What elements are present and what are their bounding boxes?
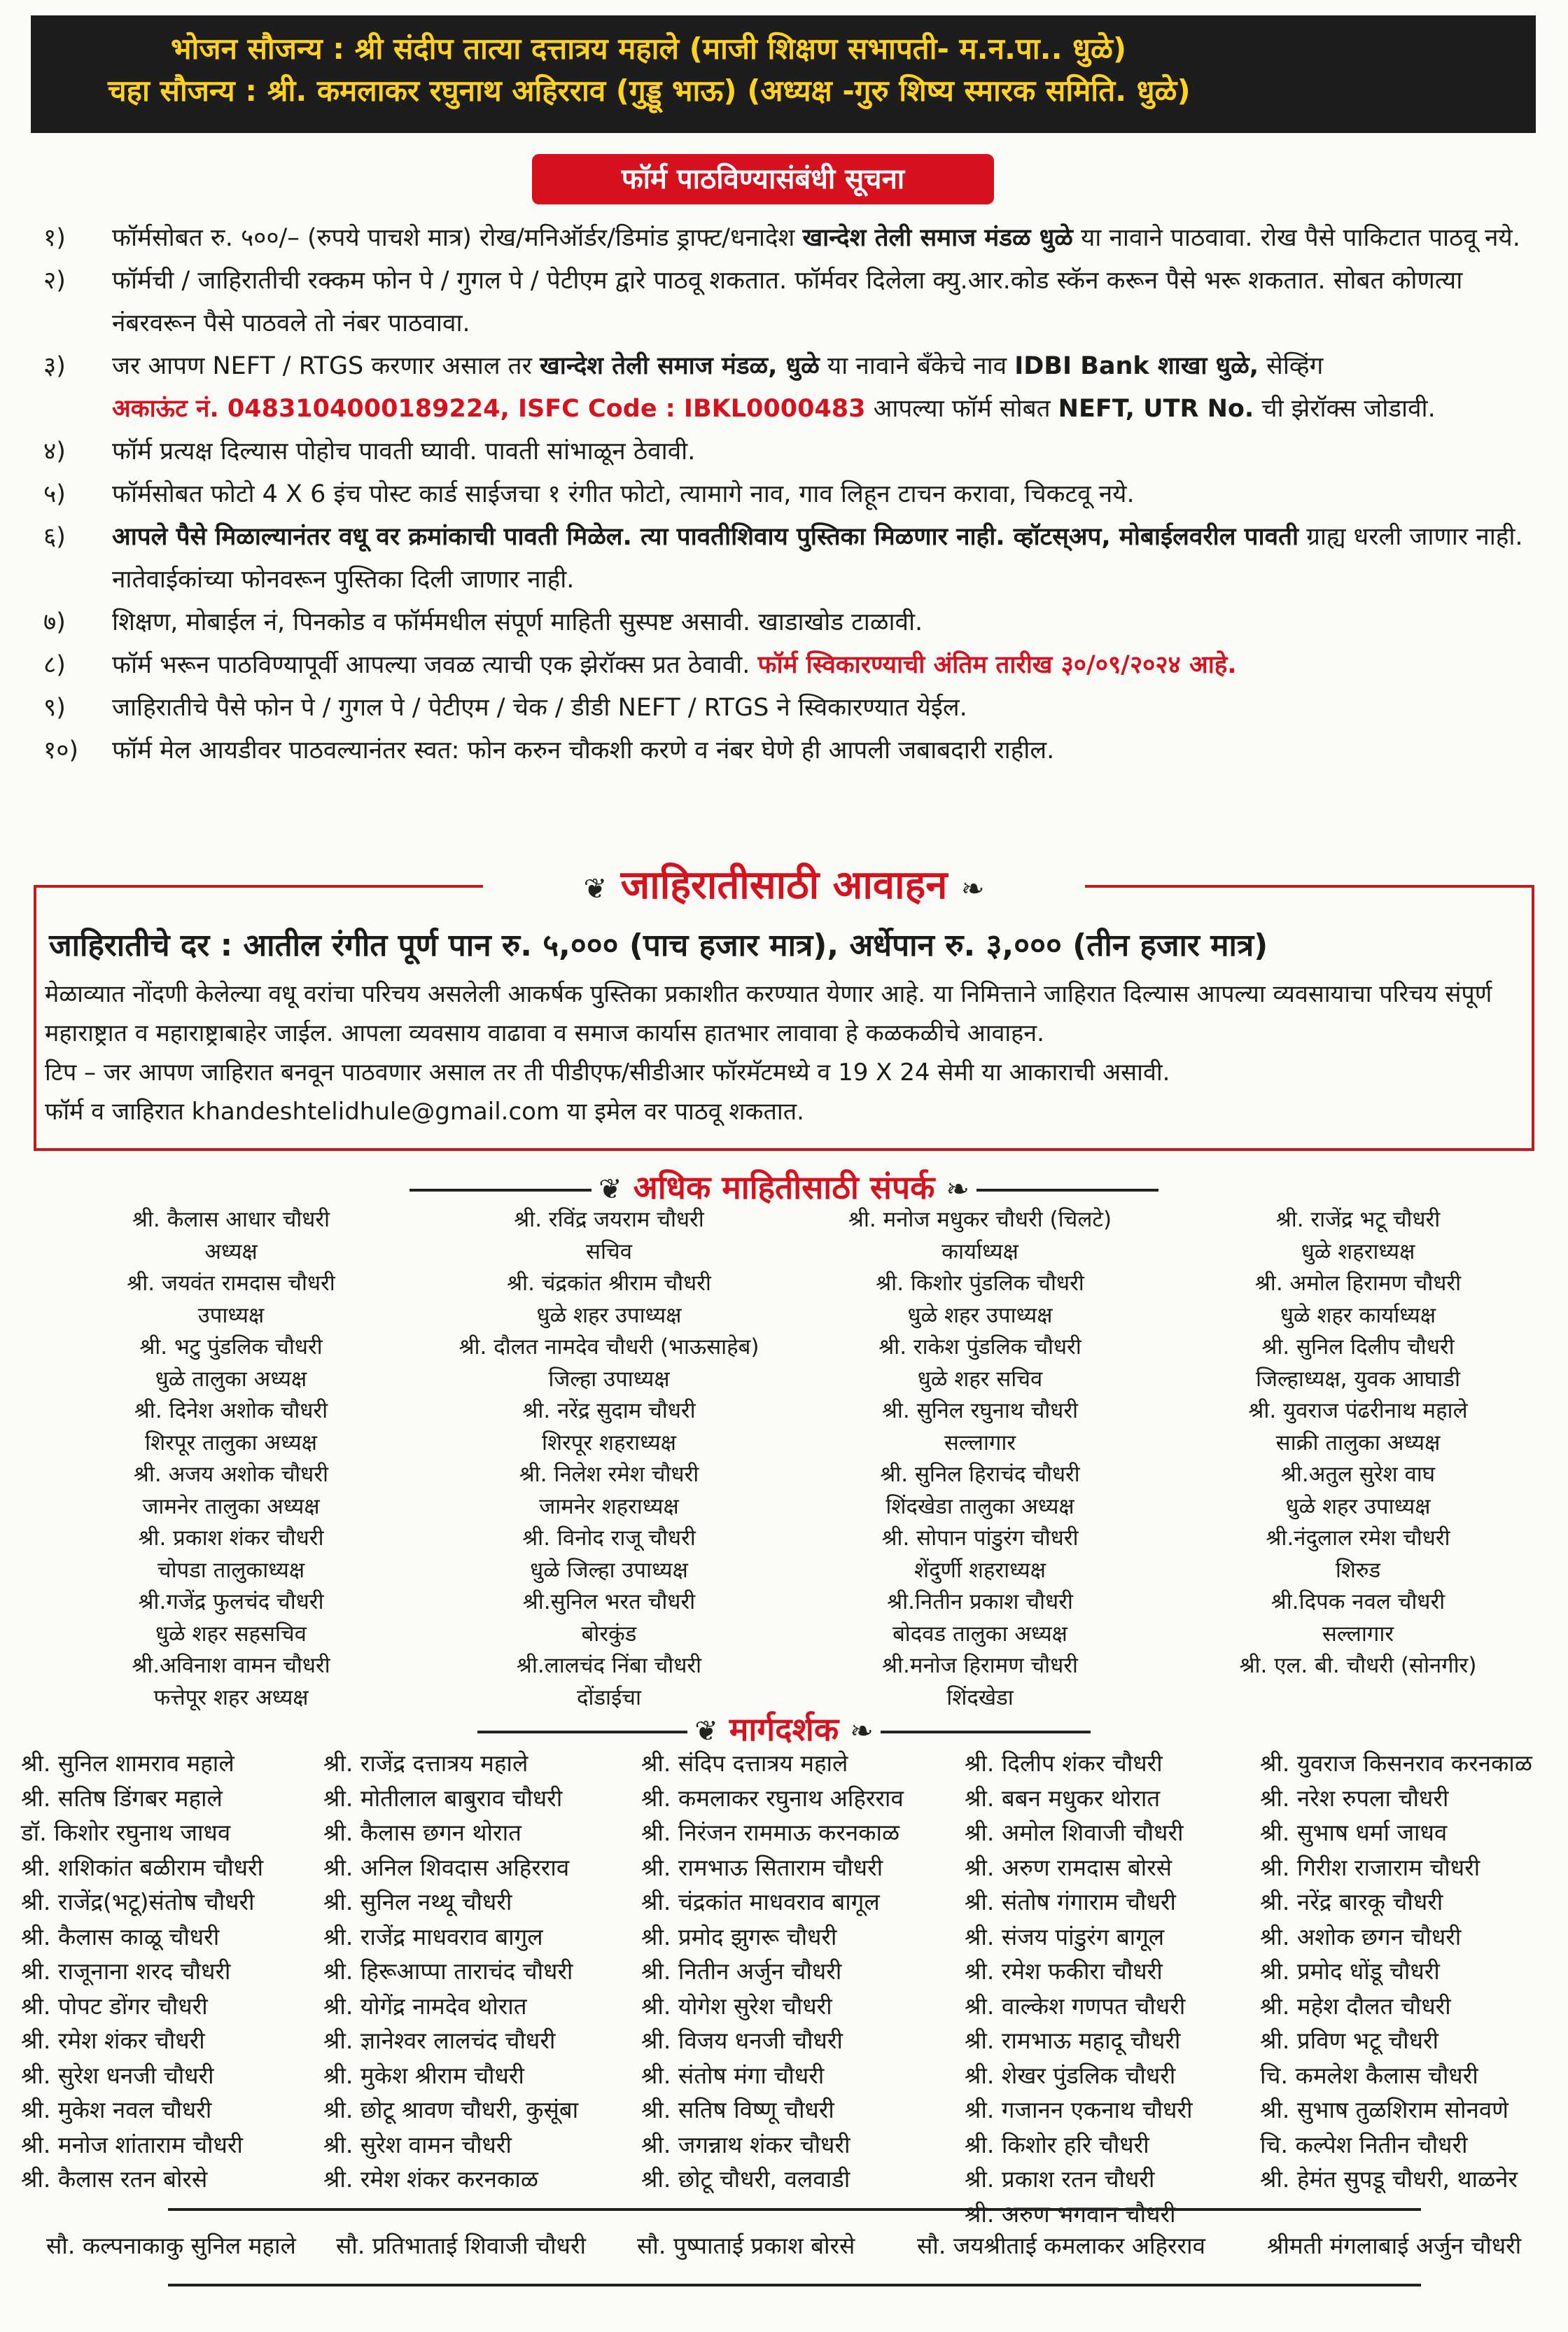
contact-role: साक्री तालुका अध्यक्ष — [1275, 1430, 1441, 1455]
instruction-item — [35, 729, 1540, 772]
contact-name: श्री. चंद्रकांत श्रीराम चौधरी — [507, 1271, 711, 1296]
guide-name: श्री. नरेश रुपला चौधरी — [1260, 1784, 1449, 1812]
ornament-icon: ❦ — [598, 1173, 622, 1206]
contact-name: श्री. युवराज पंढरीनाथ महाले — [1248, 1398, 1468, 1423]
contact-role: सल्लागार — [944, 1430, 1016, 1455]
contact-name: श्री. अजय अशोक चौधरी — [133, 1462, 329, 1487]
guide-name: श्री. नरेंद्र बारकू चौधरी — [1260, 1888, 1443, 1915]
guide-name: श्री. सुरेश धनजी चौधरी — [21, 2061, 214, 2089]
contact-name: श्री. भटु पुंडलिक चौधरी — [139, 1334, 323, 1360]
contact-name: श्री.मनोज हिरामण चौधरी — [882, 1653, 1078, 1678]
guide-name: श्री. रमेश शंकर करनकाळ — [323, 2165, 538, 2193]
guide-name: श्री. मुकेश श्रीराम चौधरी — [323, 2061, 524, 2089]
divider — [168, 2208, 1421, 2211]
contact-name: श्री. मनोज मधुकर चौधरी (चिलटे) — [848, 1207, 1112, 1232]
contact-role: बोरकुंड — [581, 1621, 637, 1647]
contact-name: श्री. राजेंद्र भटू चौधरी — [1275, 1207, 1441, 1232]
item-number: १) — [43, 224, 66, 252]
ornament-icon: ❧ — [960, 873, 985, 905]
contact-role: धुळे शहर उपाध्यक्ष — [1285, 1493, 1431, 1519]
contact-role: अध्यक्ष — [204, 1238, 258, 1264]
guide-name: श्री. रमेश फकीरा चौधरी — [965, 1957, 1163, 1985]
guide-name: श्री. कमलाकर रघुनाथ अहिरराव — [641, 1784, 904, 1812]
item-text: जर आपण NEFT / RTGS करणार असाल तर खान्देश तेली समाज मंडळ, धुळे या नावाने बँकेचे नाव IDBI Bank शाखा धुळे, सेव्हिंग अकाऊंट नं. 0483104000189224, ISFC Code : IBKL0000483 आपल्या फॉर्म सोबत NEFT, UTR No. ची झेरॉक्स जोडावी. — [112, 352, 1436, 423]
advertisement-paragraph: मेळाव्यात नोंदणी केलेल्या वधू वरांचा परिचय असलेली आकर्षक पुस्तिका प्रकाशीत करण्यात येणार आहे. या निमित्ताने जाहिरात दिल्यास आपल्या व्यवसायाचा परिचय संपूर्ण महाराष्ट्रात व महाराष्ट्राबाहेर जाईल. आपला व्यवसाय वाढावा व समाज कार्यास हातभार लावावा हे कळकळीचे आवाहन. — [45, 980, 1492, 1047]
sponsor-banner — [31, 15, 1536, 133]
contact-name: श्री.दिपक नवल चौधरी — [1270, 1589, 1446, 1614]
contact-role: शिरुड — [1335, 1557, 1381, 1583]
guide-name: श्री. राजेंद्र(भटू)संतोष चौधरी — [21, 1888, 255, 1915]
guide-name: श्री. हिरूआप्पा ताराचंद चौधरी — [323, 1957, 573, 1985]
wife-name: सौ. जयश्रीताई कमलाकर अहिरराव — [917, 2232, 1205, 2259]
contact-name: श्री.नंदुलाल रमेश चौधरी — [1266, 1525, 1450, 1551]
instruction-item — [35, 687, 1540, 729]
contacts-grid — [28, 1204, 1540, 1715]
bank-account-details: अकाऊंट नं. 0483104000189224, ISFC Code : IBKL0000483 — [112, 395, 866, 423]
contact-name: श्री. अमोल हिरामण चौधरी — [1254, 1271, 1462, 1296]
wife-name: श्रीमती मंगलाबाई अर्जुन चौधरी — [1267, 2232, 1522, 2259]
guide-name: श्री. मुकेश नवल चौधरी — [21, 2096, 212, 2123]
contact-name: श्री. प्रकाश शंकर चौधरी — [138, 1525, 324, 1551]
contact-role: शेंदुर्णी शहराध्यक्ष — [914, 1557, 1046, 1583]
instruction-item — [35, 601, 1540, 644]
contact-role: सल्लागार — [1322, 1621, 1394, 1647]
contact-role: जामनेर शहराध्यक्ष — [539, 1493, 679, 1519]
guide-name: श्री. अनिल शिवदास अहिरराव — [323, 1853, 570, 1881]
item-number: ६) — [43, 523, 66, 551]
tea-sponsor-label: चहा सौजन्य : — [108, 74, 258, 108]
contact-name: श्री. विनोद राजू चौधरी — [522, 1525, 696, 1551]
guide-name: श्री. ज्ञानेश्वर लालचंद चौधरी — [323, 2027, 556, 2054]
guide-name: श्री. सतिष डिंगबर महाले — [21, 1784, 223, 1812]
contact-role: धुळे शहर सचिव — [917, 1366, 1043, 1392]
guides-column — [21, 1746, 263, 2197]
guide-name: श्री. संतोष गंगाराम चौधरी — [965, 1888, 1176, 1915]
contact-role: दोंडाईचा — [576, 1684, 642, 1710]
meal-sponsor-line — [171, 28, 1515, 70]
advertisement-title — [483, 863, 1085, 909]
contact-role: जामनेर तालुका अध्यक्ष — [142, 1493, 320, 1519]
item-number: ९) — [43, 694, 66, 722]
guide-name: श्री. कैलास काळू चौधरी — [21, 1922, 220, 1950]
guide-name: श्री. रमेश शंकर चौधरी — [21, 2027, 205, 2054]
guide-name: श्री. योगेंद्र नामदेव थोरात — [323, 1992, 527, 2020]
contact-name: श्री.लालचंद निंबा चौधरी — [516, 1653, 702, 1678]
item-text: फॉर्म प्रत्यक्ष दिल्यास पोहोच पावती घ्यावी. पावती सांभाळून ठेवावी. — [112, 438, 696, 466]
contact-role: चोपडा तालुकाध्यक्ष — [157, 1557, 305, 1583]
guide-name: श्री. शशिकांत बळीराम चौधरी — [21, 1853, 264, 1881]
contacts-heading — [364, 1165, 1204, 1208]
wife-name: सौ. कल्पनाकाकु सुनिल महाले — [46, 2232, 296, 2259]
item-text: जाहिरातीचे पैसे फोन पे / गुगल पे / पेटीएम / चेक / डीडी NEFT / RTGS ने स्विकारण्यात येईल. — [112, 694, 967, 722]
item-number: ७) — [43, 608, 66, 636]
guide-name: श्री. राजेंद्र दत्तात्रय महाले — [323, 1750, 528, 1777]
contact-name: श्री. कैलास आधार चौधरी — [132, 1207, 330, 1232]
guide-name: श्री. प्रमोद धोंडू चौधरी — [1260, 1957, 1440, 1985]
contact-role: शिरपूर तालुका अध्यक्ष — [145, 1430, 317, 1455]
contacts-column — [798, 1204, 1162, 1714]
guide-name: श्री. चंद्रकांत माधवराव बागूल — [641, 1888, 880, 1915]
item-text: फॉर्मसोबत फोटो 4 X 6 इंच पोस्ट कार्ड साईजचा १ रंगीत फोटो, त्यामागे नाव, गाव लिहून टाचन करावा, चिकटवू नये. — [112, 480, 1135, 508]
guide-name: श्री. सतिष विष्णू चौधरी — [641, 2096, 834, 2123]
meal-sponsor-name: श्री संदीप तात्या दत्तात्रय महाले (माजी शिक्षण सभापती- म.न.पा.. धुळे) — [354, 32, 1127, 66]
guide-name: श्री. अमोल शिवाजी चौधरी — [965, 1819, 1184, 1846]
contact-name: श्री.नितीन प्रकाश चौधरी — [887, 1589, 1073, 1614]
contacts-column — [427, 1204, 791, 1714]
guides-column — [323, 1746, 578, 2197]
instruction-item — [35, 644, 1540, 687]
guide-name: श्री. युवराज किसनराव करनकाळ — [1260, 1750, 1532, 1777]
guide-name: श्री. सुनिल नथ्थू चौधरी — [323, 1888, 512, 1915]
guide-name: श्री. रामभाऊ सिताराम चौधरी — [641, 1853, 883, 1881]
contact-name: श्री.सुनिल भरत चौधरी — [522, 1589, 696, 1614]
guide-name: श्री. हेमंत सुपडू चौधरी, थाळनेर — [1260, 2165, 1518, 2193]
contact-name: श्री. दिनेश अशोक चौधरी — [134, 1398, 328, 1423]
guide-name: श्री. अरुण रामदास बोरसे — [965, 1853, 1172, 1881]
contact-role: शिंदखेडा — [946, 1684, 1014, 1710]
contact-role: धुळे जिल्हा उपाध्यक्ष — [530, 1557, 688, 1583]
guides-column — [641, 1746, 904, 2197]
guide-name: श्री. सुभाष धर्मा जाधव — [1260, 1819, 1448, 1846]
item-text: फॉर्मची / जाहिरातीची रक्कम फोन पे / गुगल पे / पेटीएम द्वारे पाठवू शकतात. फॉर्मवर दिलेला क्यु.आर.कोड स्कॅन करून पैसे भरू शकतात. सोबत कोणत्या नंबरवरून पैसे पाठवले तो नंबर पाठवावा. — [112, 267, 1463, 337]
contact-role: धुळे शहर उपाध्यक्ष — [907, 1302, 1053, 1328]
ornament-icon: ❦ — [694, 1715, 718, 1747]
contact-role: फत्तेपूर शहर अध्यक्ष — [153, 1684, 309, 1710]
guide-name: श्री. अशोक छगन चौधरी — [1260, 1922, 1462, 1950]
guide-name: श्री. महेश दौलत चौधरी — [1260, 1992, 1451, 2020]
advertisement-title-text: जाहिरातीसाठी आवाहन — [620, 863, 948, 908]
contact-name: श्री. सुनिल हिराचंद चौधरी — [880, 1462, 1080, 1487]
instruction-item — [35, 516, 1540, 601]
contact-name: श्री. निलेश रमेश चौधरी — [519, 1462, 699, 1487]
contact-role: धुळे शहराध्यक्ष — [1301, 1238, 1415, 1264]
contact-role: सचिव — [586, 1238, 632, 1264]
instruction-item — [35, 217, 1540, 260]
guide-name: श्री. पोपट डोंगर चौधरी — [21, 1992, 208, 2020]
ornament-icon: ❧ — [946, 1173, 969, 1206]
guide-name: श्री. सुरेश वामन चौधरी — [323, 2130, 512, 2158]
guide-name: श्री. योगेश सुरेश चौधरी — [641, 1992, 832, 2020]
item-number: ३) — [43, 352, 66, 380]
guide-name: श्री. शेखर पुंडलिक चौधरी — [965, 2061, 1176, 2089]
guide-name: श्री. प्रमोद झुगरू चौधरी — [641, 1922, 837, 1950]
guide-name: श्री. निरंजन राममाऊ करनकाळ — [641, 1819, 900, 1846]
item-text: शिक्षण, मोबाईल नं, पिनकोड व फॉर्ममधील संपूर्ण माहिती सुस्पष्ट असावी. खाडाखोड टाळावी. — [112, 608, 923, 636]
contact-name: श्री. जयवंत रामदास चौधरी — [127, 1271, 335, 1296]
contacts-column — [49, 1204, 413, 1714]
advertisement-text — [45, 975, 1522, 1131]
guide-name: श्री. प्रकाश रतन चौधरी — [965, 2165, 1155, 2193]
guides-column — [965, 1746, 1193, 2231]
guide-name: श्री. विजय धनजी चौधरी — [641, 2027, 843, 2054]
item-number: ५) — [43, 480, 66, 508]
tea-sponsor-line — [108, 70, 1515, 112]
guide-name: श्री. राजूनाना शरद चौधरी — [21, 1957, 231, 1985]
contacts-title: अधिक माहितीसाठी संपर्क — [633, 1168, 935, 1206]
contact-name: श्री. सुनिल रघुनाथ चौधरी — [881, 1398, 1079, 1423]
contact-name: श्री. नरेंद्र सुदाम चौधरी — [522, 1398, 696, 1423]
contact-role: उपाध्यक्ष — [197, 1302, 265, 1328]
contact-name: श्री. एल. बी. चौधरी (सोनगीर) — [1239, 1653, 1477, 1678]
ornament-icon: ❦ — [583, 873, 608, 905]
contact-name: श्री. सुनिल दिलीप चौधरी — [1261, 1334, 1455, 1360]
wife-name: सौ. प्रतिभाताई शिवाजी चौधरी — [336, 2232, 587, 2259]
guide-name: श्री. सुभाष तुळशिराम सोनवणे — [1260, 2096, 1509, 2123]
guides-heading — [434, 1707, 1134, 1750]
contact-role: शिंदखेडा तालुका अध्यक्ष — [886, 1493, 1074, 1519]
guides-title: मार्गदर्शक — [729, 1710, 839, 1748]
contact-role: धुळे शहर उपाध्यक्ष — [536, 1302, 682, 1328]
contact-name: श्री. राकेश पुंडलिक चौधरी — [878, 1334, 1082, 1360]
guide-name: चि. कमलेश कैलास चौधरी — [1260, 2061, 1478, 2089]
guide-name: श्री. वाल्केश गणपत चौधरी — [965, 1992, 1186, 2020]
guide-name: चि. कल्पेश नितीन चौधरी — [1260, 2130, 1468, 2158]
wife-name: सौ. पुष्पाताई प्रकाश बोरसे — [637, 2232, 855, 2259]
item-number: २) — [43, 267, 66, 295]
advertisement-rates: जाहिरातीचे दर : आतील रंगीत पूर्ण पान रु. ५,००० (पाच हजार मात्र), अर्धेपान रु. ३,००० (तीन हजार मात्र) — [49, 928, 1268, 963]
instruction-item — [35, 345, 1540, 431]
guide-name: श्री. गजानन एकनाथ चौधरी — [965, 2096, 1193, 2123]
guide-name: श्री. छोटू चौधरी, वलवाडी — [641, 2165, 850, 2193]
contact-role: धुळे शहर कार्याध्यक्ष — [1280, 1302, 1436, 1328]
wives-row — [28, 2229, 1554, 2264]
guide-name: श्री. सुनिल शामराव महाले — [21, 1750, 234, 1777]
guide-name: श्री. संदिप दत्तात्रय महाले — [641, 1750, 848, 1777]
contact-name: श्री. सोपान पांडुरंग चौधरी — [881, 1525, 1079, 1551]
ornament-icon: ❧ — [850, 1715, 874, 1747]
contact-name: श्री. किशोर पुंडलिक चौधरी — [876, 1271, 1084, 1296]
item-text: आपले पैसे मिळाल्यानंतर वधू वर क्रमांकाची पावती मिळेल. त्या पावतीशिवाय पुस्तिका मिळणार नाही. व्हॉटस्अप, मोबाईलवरील पावती ग्राह्य धरली जाणार नाही. नातेवाईकांच्या फोनवरून पुस्तिका दिली जाणार नाही. — [112, 523, 1523, 594]
advertisement-note: टिप – जर आपण जाहिरात बनवून पाठवणार असाल तर ती पीडीएफ/सीडीआर फॉरमॅटमध्ये व 19 X 24 सेमी या आकाराची असावी. — [45, 1059, 1170, 1087]
guide-name: डॉ. किशोर रघुनाथ जाधव — [21, 1819, 231, 1846]
guide-name: श्री. मनोज शांताराम चौधरी — [21, 2130, 243, 2158]
contact-role: जिल्हा उपाध्यक्ष — [548, 1366, 670, 1392]
contact-role: धुळे शहर सहसचिव — [155, 1621, 307, 1647]
guide-name: श्री. नितीन अर्जुन चौधरी — [641, 1957, 842, 1985]
instructions-heading: फॉर्म पाठविण्यासंबंधी सूचना — [532, 154, 994, 204]
guide-name: श्री. प्रविण भटू चौधरी — [1260, 2027, 1439, 2054]
guide-name: श्री. कैलास रतन बोरसे — [21, 2165, 208, 2193]
guides-column — [1260, 1746, 1532, 2197]
contact-name: श्री.गजेंद्र फुलचंद चौधरी — [138, 1589, 324, 1614]
guide-name: श्री. बबन मधुकर थोरात — [965, 1784, 1161, 1812]
meal-sponsor-label: भोजन सौजन्य : — [171, 32, 345, 66]
guide-name: श्री. अरुण भगवान चौधरी — [965, 2200, 1176, 2228]
guide-name: श्री. जगन्नाथ शंकर चौधरी — [641, 2130, 850, 2158]
contact-role: बोदवड तालुका अध्यक्ष — [892, 1621, 1068, 1647]
contacts-column — [1176, 1204, 1540, 1682]
tea-sponsor-name: श्री. कमलाकर रघुनाथ अहिरराव (गुड्डू भाऊ) (अध्यक्ष -गुरु शिष्य स्मारक समिति. धुळे) — [267, 74, 1191, 108]
contact-name: श्री. रविंद्र जयराम चौधरी — [514, 1207, 704, 1232]
divider — [168, 2284, 1421, 2286]
guide-name: श्री. मोतीलाल बाबुराव चौधरी — [323, 1784, 563, 1812]
instructions-list — [35, 217, 1540, 772]
contact-role: जिल्हाध्यक्ष, युवक आघाडी — [1256, 1366, 1460, 1392]
item-number: ८) — [43, 651, 66, 679]
item-number: ४) — [43, 438, 66, 466]
contact-name: श्री. दौलत नामदेव चौधरी (भाऊसाहेब) — [458, 1334, 760, 1360]
contact-name: श्री.अतुल सुरेश वाघ — [1280, 1462, 1436, 1487]
guide-name: श्री. संजय पांडुरंग बागूल — [965, 1922, 1165, 1950]
deadline-text: फॉर्म स्विकारण्याची अंतिम तारीख ३०/०९/२०२४ आहे. — [757, 651, 1237, 679]
contact-role: शिरपूर शहराध्यक्ष — [541, 1430, 677, 1455]
guide-name: श्री. रामभाऊ महादू चौधरी — [965, 2027, 1181, 2054]
item-text: फॉर्म भरून पाठविण्यापूर्वी आपल्या जवळ त्याची एक झेरॉक्स प्रत ठेवावी. फॉर्म स्विकारण्याची अंतिम तारीख ३०/०९/२०२४ आहे. — [112, 651, 1237, 679]
item-text: फॉर्मसोबत रु. ५००/– (रुपये पाचशे मात्र) रोख/मनिऑर्डर/डिमांड ड्राफ्ट/धनादेश खान्देश तेली समाज मंडळ धुळे या नावाने पाठवावा. रोख पैसे पाकिटात पाठवू नये. — [112, 224, 1520, 252]
contact-name: श्री.अविनाश वामन चौधरी — [132, 1653, 330, 1678]
guide-name: श्री. गिरीश राजाराम चौधरी — [1260, 1853, 1480, 1881]
instruction-item — [35, 260, 1540, 345]
guide-name: श्री. छोटू श्रावण चौधरी, कुसूंबा — [323, 2096, 579, 2123]
contact-role: कार्याध्यक्ष — [941, 1238, 1018, 1264]
guide-name: श्री. राजेंद्र माधवराव बागुल — [323, 1922, 543, 1950]
guide-name: श्री. किशोर हरि चौधरी — [965, 2130, 1149, 2158]
advertisement-email-line: फॉर्म व जाहिरात khandeshtelidhule@gmail.com या इमेल वर पाठवू शकतात. — [45, 1098, 804, 1126]
guide-name: श्री. संतोष मंगा चौधरी — [641, 2061, 825, 2089]
item-text: फॉर्म मेल आयडीवर पाठवल्यानंतर स्वत: फोन करुन चौकशी करणे व नंबर घेणे ही आपली जबाबदारी राहील. — [112, 736, 1055, 764]
instruction-item — [35, 473, 1540, 516]
guide-name: श्री. कैलास छगन थोरात — [323, 1819, 522, 1846]
contact-role: धुळे तालुका अध्यक्ष — [155, 1366, 307, 1392]
guide-name: श्री. दिलीप शंकर चौधरी — [965, 1750, 1163, 1777]
item-number: १०) — [43, 736, 79, 764]
instruction-item — [35, 431, 1540, 473]
